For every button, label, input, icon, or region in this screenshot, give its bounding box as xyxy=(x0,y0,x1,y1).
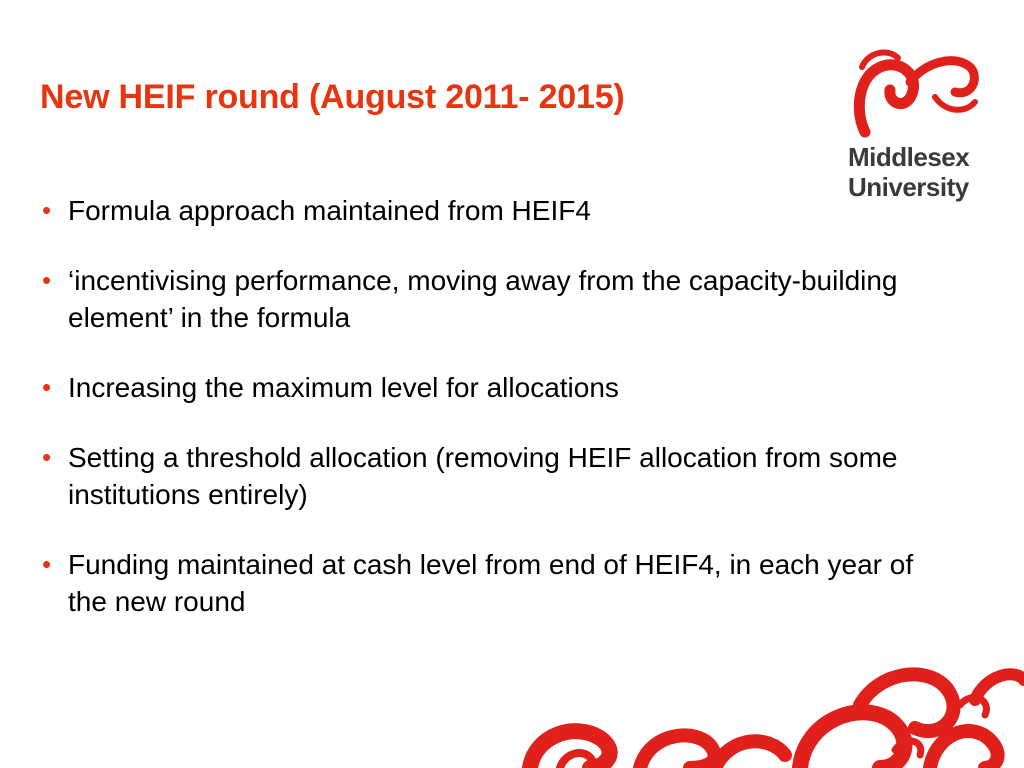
bullet-marker: • xyxy=(42,372,52,402)
logo-swirl-icon xyxy=(840,42,990,142)
bullet-text: ‘incentivising performance, moving away from the capacity-building element’ in the formula xyxy=(68,265,898,333)
bullet-marker: • xyxy=(42,265,52,295)
middlesex-university-logo xyxy=(840,42,990,212)
bullet-marker: • xyxy=(42,549,52,579)
bullet-item xyxy=(40,192,920,229)
bullet-item xyxy=(40,262,920,336)
bullet-marker: • xyxy=(42,195,52,225)
bullet-text: Formula approach maintained from HEIF4 xyxy=(68,195,591,226)
logo-line-1: Middlesex xyxy=(848,142,970,172)
bullet-item xyxy=(40,439,920,513)
bullet-text: Increasing the maximum level for allocations xyxy=(68,372,619,403)
bullet-item xyxy=(40,546,920,620)
slide-title: New HEIF round (August 2011- 2015) xyxy=(40,78,625,116)
bullet-list xyxy=(40,192,920,653)
bullet-text: Setting a threshold allocation (removing HEIF allocation from some institutions entirely) xyxy=(68,442,898,510)
logo-line-2: University xyxy=(848,172,969,202)
bullet-item xyxy=(40,369,920,406)
logo-wordmark xyxy=(848,142,969,202)
bullet-marker: • xyxy=(42,442,52,472)
bullet-text: Funding maintained at cash level from end of HEIF4, in each year of the new round xyxy=(68,549,914,617)
